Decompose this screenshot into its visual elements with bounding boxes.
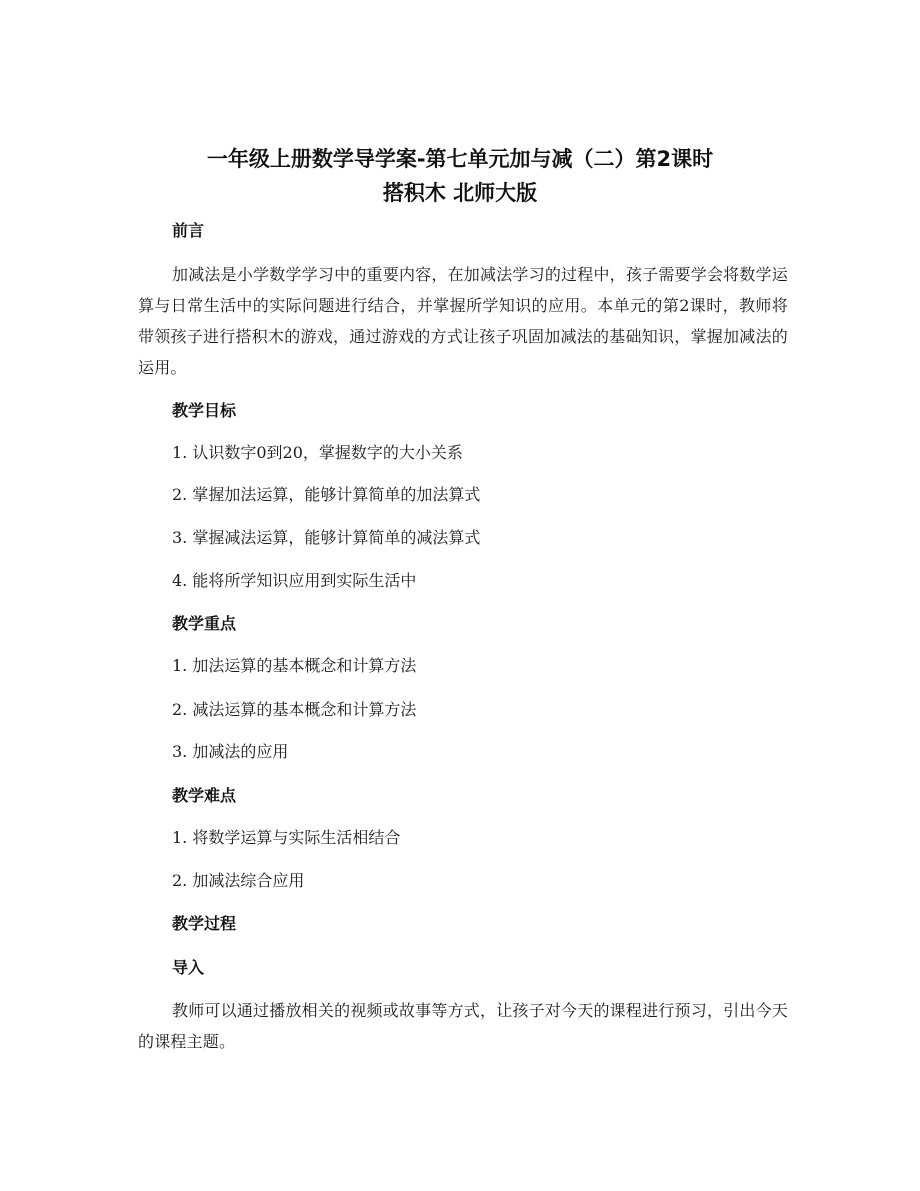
objective-item: 1. 认识数字0到20，掌握数字的大小关系	[172, 443, 463, 462]
document-title-line-2: 搭积木 北师大版	[382, 181, 538, 205]
key-point-item: 3. 加减法的应用	[172, 742, 289, 761]
objective-item: 3. 掌握减法运算，能够计算简单的减法算式	[172, 528, 481, 547]
difficulty-item: 2. 加减法综合应用	[172, 871, 305, 890]
preface-paragraph: 加减法是小学数学学习中的重要内容，在加减法学习的过程中，孩子需要学会将数学运算与日常生活中的实际问题进行结合，并掌握所学知识的应用。本单元的第2课时，教师将带领孩子进行搭积木的游戏，通过游戏的方式让孩子巩固加减法的基础知识，掌握加减法的运用。	[138, 265, 788, 377]
objective-item: 4. 能将所学知识应用到实际生活中	[172, 571, 417, 590]
key-points-heading: 教学重点	[172, 614, 237, 633]
objectives-heading: 教学目标	[172, 401, 237, 420]
difficulty-item: 1. 将数学运算与实际生活相结合	[172, 828, 401, 847]
document-title-line-1: 一年级上册数学导学案-第七单元加与减（二）第2课时	[206, 147, 714, 171]
preface-heading: 前言	[172, 221, 205, 240]
objective-item: 2. 掌握加法运算，能够计算简单的加法算式	[172, 485, 481, 504]
key-point-item: 1. 加法运算的基本概念和计算方法	[172, 656, 417, 675]
intro-heading: 导入	[172, 958, 205, 977]
difficulties-heading: 教学难点	[172, 786, 237, 805]
key-point-item: 2. 减法运算的基本概念和计算方法	[172, 700, 417, 719]
intro-paragraph: 教师可以通过播放相关的视频或故事等方式，让孩子对今天的课程进行预习，引出今天的课程主题。	[138, 1001, 788, 1051]
process-heading: 教学过程	[172, 914, 237, 933]
